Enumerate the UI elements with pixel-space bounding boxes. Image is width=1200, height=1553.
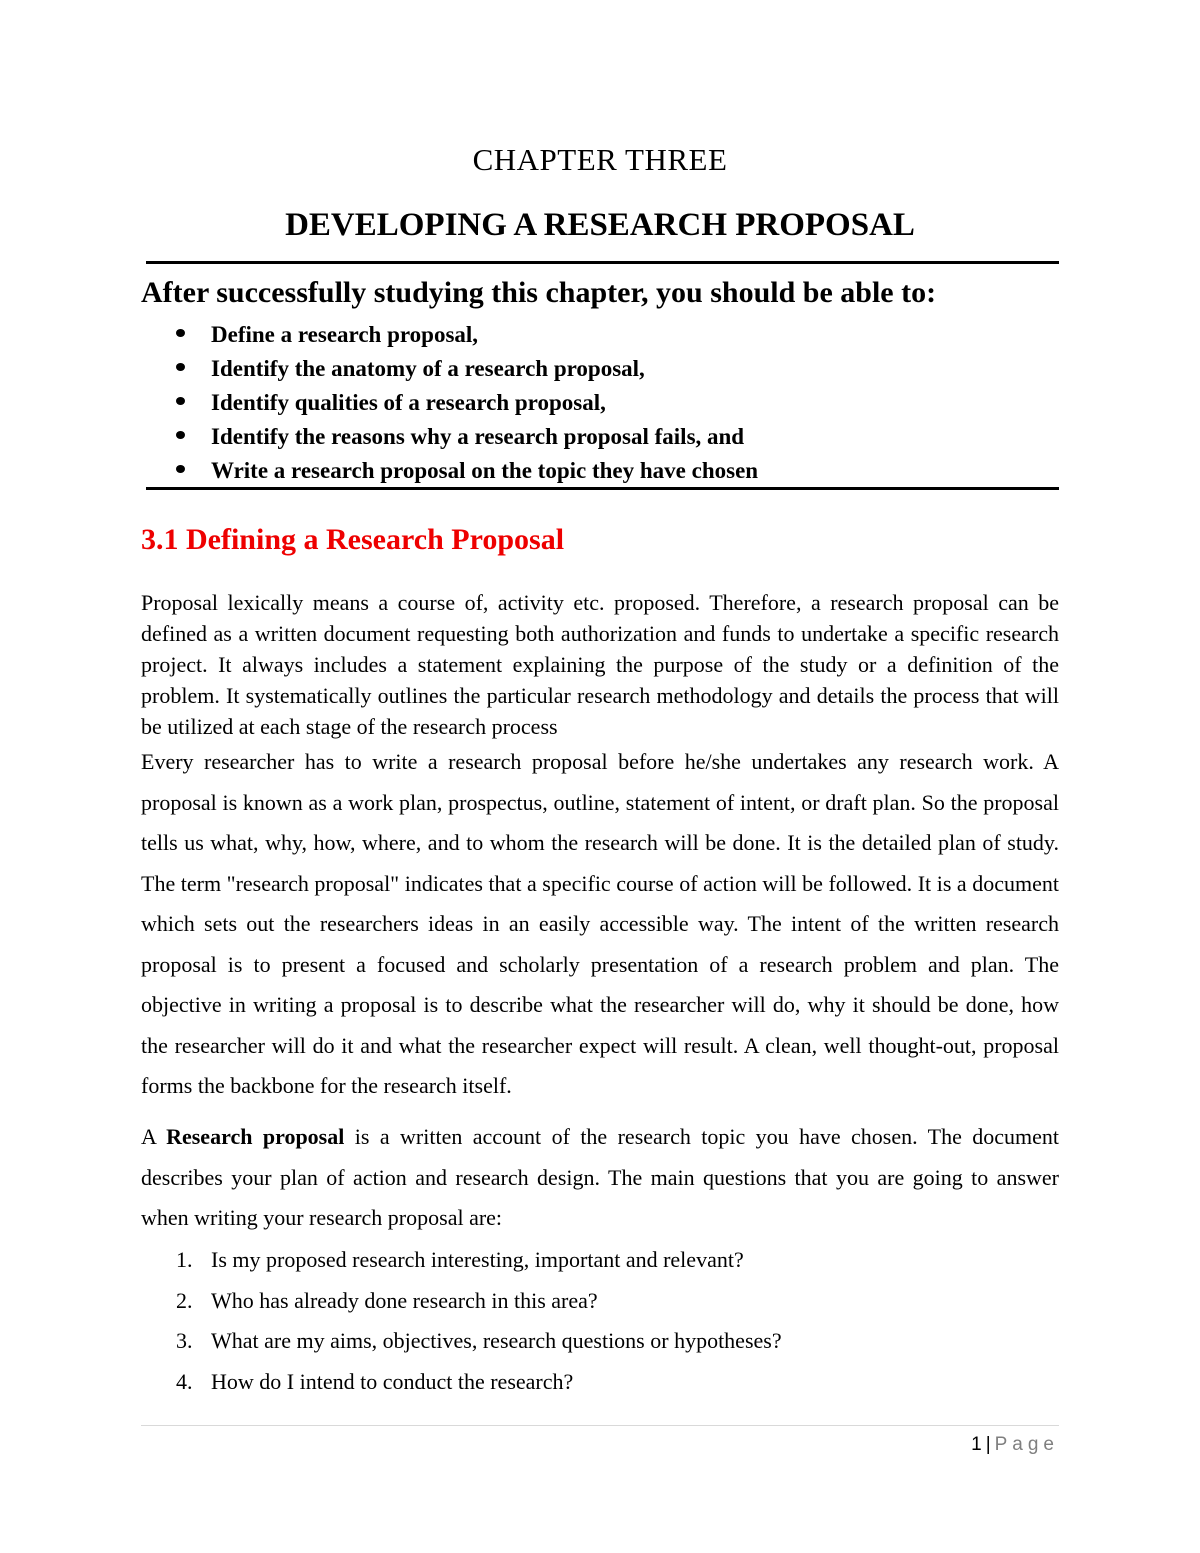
question-text: Is my proposed research interesting, important and relevant?	[211, 1247, 744, 1272]
footer-rule	[141, 1425, 1059, 1426]
top-rule	[146, 261, 1059, 264]
para3-prefix: A	[141, 1124, 167, 1149]
bullet-icon	[176, 363, 185, 371]
questions-list	[141, 1240, 782, 1402]
page-number: 1	[971, 1434, 982, 1455]
objectives-list	[176, 320, 758, 490]
chapter-title: DEVELOPING A RESEARCH PROPOSAL	[285, 207, 915, 243]
para3-rest: is a written account of the research topic you have chosen. The document describes your plan of action and research design. The main questions that you are going to answer when writing your research proposal are:	[141, 1124, 1060, 1230]
para3-bold-term: Research proposal	[166, 1124, 345, 1149]
chapter-label: CHAPTER THREE	[472, 142, 728, 177]
page-footer	[971, 1434, 1059, 1456]
objective-item	[176, 354, 758, 388]
bullet-icon	[176, 465, 185, 473]
objective-item	[176, 388, 758, 422]
question-text: How do I intend to conduct the research?	[211, 1368, 574, 1394]
objectives-heading: After successfully studying this chapter, you should be able to:	[141, 276, 937, 309]
question-item	[141, 1362, 782, 1403]
question-text: Who has already done research in this area?	[211, 1287, 598, 1313]
objective-item	[176, 320, 758, 354]
objective-item	[176, 456, 758, 490]
bottom-rule	[146, 487, 1059, 490]
paragraph-definition: Proposal lexically means a course of, activity etc. proposed. Therefore, a research proposal can be defined as a written document requesting both authorization and funds to undertake a specific research project. It always includes a statement explaining the purpose of the study or a definition of the problem. It systematically outlines the particular research methodology and details the process that will be utilized at each stage of the research process	[141, 590, 1059, 739]
objective-text: Identify the reasons why a research proposal fails, and	[211, 424, 745, 449]
paragraph-research-proposal	[141, 1117, 1059, 1239]
question-item	[141, 1321, 782, 1362]
page-word: Page	[994, 1434, 1059, 1455]
question-number: 2.	[176, 1287, 193, 1313]
objective-text: Define a research proposal,	[211, 322, 479, 347]
objective-text: Identify the anatomy of a research proposal,	[211, 356, 645, 381]
question-number: 1.	[176, 1247, 193, 1272]
question-number: 4.	[176, 1368, 193, 1394]
question-item	[141, 1281, 782, 1322]
bullet-icon	[176, 329, 185, 337]
objective-text: Write a research proposal on the topic they have chosen	[211, 458, 759, 483]
bullet-icon	[176, 397, 185, 405]
question-item	[141, 1240, 782, 1281]
section-heading: 3.1 Defining a Research Proposal	[141, 523, 565, 556]
question-text: What are my aims, objectives, research questions or hypotheses?	[211, 1328, 782, 1353]
objective-item	[176, 422, 758, 456]
objective-text: Identify qualities of a research proposal,	[211, 390, 606, 415]
bullet-icon	[176, 431, 185, 439]
question-number: 3.	[176, 1328, 193, 1353]
paragraph-researcher: Every researcher has to write a research proposal before he/she undertakes any research work. A proposal is known as a work plan, prospectus, outline, statement of intent, or draft plan. So the proposal tells us what, why, how, where, and to whom the research will be done. It is the detailed plan of study. The term "research proposal" indicates that a specific course of action will be followed. It is a document which sets out the researchers ideas in an easily accessible way. The intent of the written research proposal is to present a focused and scholarly presentation of a research problem and plan. The objective in writing a proposal is to describe what the researcher will do, why it should be done, how the researcher will do it and what the researcher expect will result. A clean, well thought-out, proposal forms the backbone for the research itself.	[141, 749, 1059, 1098]
footer-separator: |	[985, 1434, 991, 1455]
